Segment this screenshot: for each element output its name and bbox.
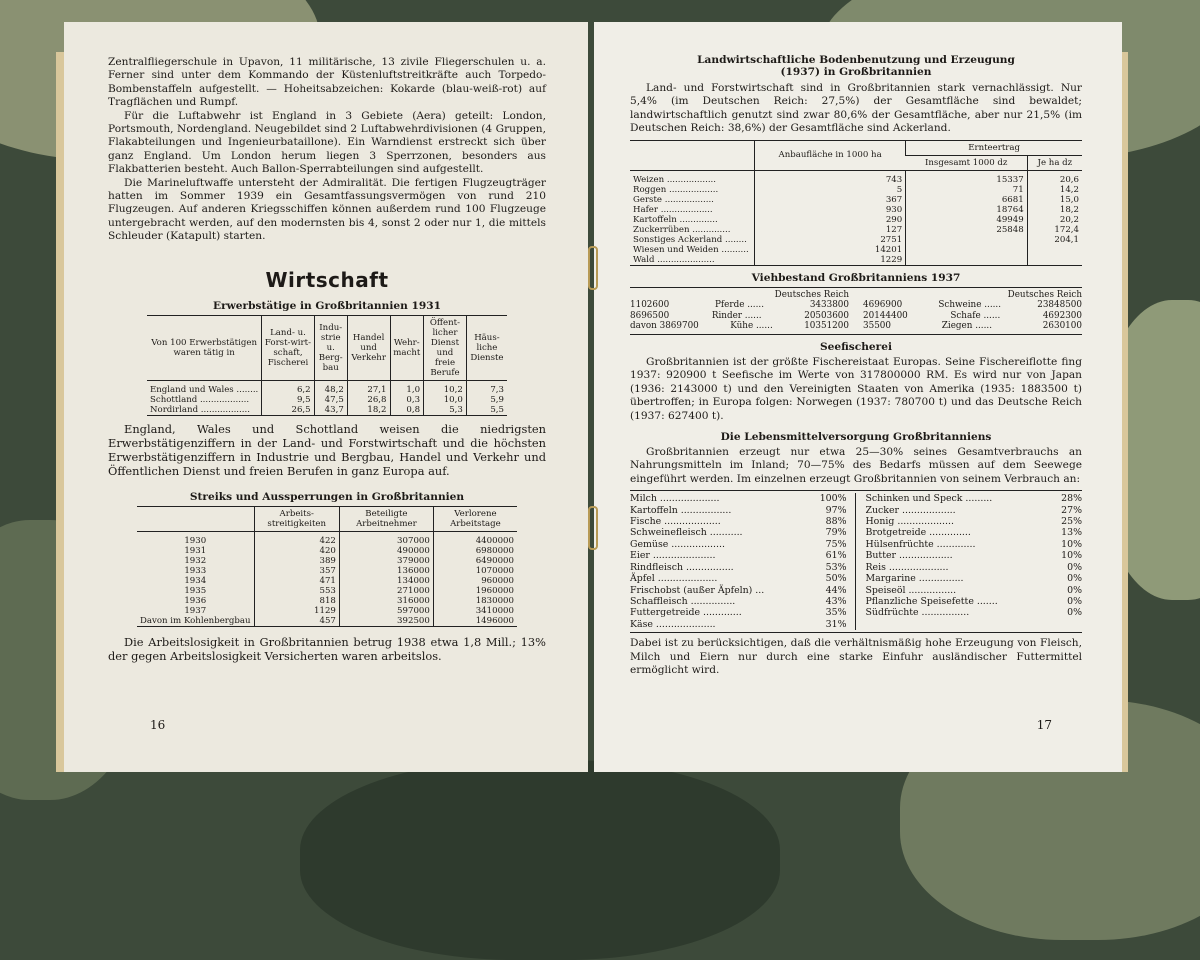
food-list-right: [866, 493, 1083, 630]
table-cell: 1830000: [433, 596, 517, 606]
value-cell: 2630100: [1042, 321, 1082, 332]
vieh-block: [630, 287, 1082, 335]
list-item: [863, 300, 1082, 311]
table-cell: 553: [254, 586, 339, 596]
column-header: Land- u. Forst-wirt-schaft, Fischerei: [262, 315, 314, 380]
table-cell: Nordirland ..................: [150, 404, 250, 415]
see-title: Seefischerei: [819, 341, 893, 353]
column-header: Von 100 Erwerbstätigen waren tätig in: [147, 315, 262, 380]
table-cell: 20,6: [1027, 170, 1082, 185]
lebens-paragraph: Großbritannien erzeugt nur etwa 25—30% seines Gesamtverbrauchs an Nahrungsmitteln im Inland; 70—75% des Bedarfs müssen auf dem Seewege eingeführt werden. Im einzelnen erzeugt Großbritannien von seinem Verbrauch an:: [630, 446, 1082, 485]
table-row: [147, 380, 507, 395]
food-value: 31%: [825, 618, 847, 630]
food-value: 61%: [825, 550, 847, 562]
intro-paragraph: Zentralfliegerschule in Upavon, 11 militärische, 13 zivile Fliegerschulen u. a. Ferner sind unter dem Kommando der Küstenluftstreitkräfte auch Torpedo-Bombenstaffeln aufgestellt. — Hoheitsabzeichen: Kokarde (blau-weiß-rot) auf Tragflächen und Rumpf.: [108, 56, 546, 109]
table-header-row: [147, 315, 507, 380]
table-cell: 6,2: [262, 380, 314, 395]
table-row: [630, 205, 1082, 215]
erwerb-paragraph: England, Wales und Schottland weisen die niedrigsten Erwerbstätigenziffern in der Land- und Forstwirtschaft und die höchsten Erwerbstätigenziffern in Industrie und Bergbau, Handel und Verkehr und Öffentlichen Dienst und freien Berufen in ganz Europa auf.: [108, 421, 546, 479]
arbeitslos-paragraph: Die Arbeitslosigkeit in Großbritannien betrug 1938 etwa 1,8 Mill.; 13% der gegen Arbeitslosigkeit Versicherten waren arbeitslos.: [108, 634, 546, 663]
table-cell: 1,0: [390, 380, 424, 395]
table-row: [147, 395, 507, 405]
table-cell: 6980000: [433, 546, 517, 556]
food-label: Käse ....................: [630, 618, 716, 630]
land-paragraph: Land- und Forstwirtschaft sind in Großbritannien stark vernachlässigt. Nur 5,4% (im Deutschen Reich: 27,5%) der Gesamtfläche sind bewaldet; landwirtschaftlich genutzt sind zwar 80,6% der Gesamtfläche, aber nur 21,5% (im Deutschen Reich: 38,6%) der Gesamtfläche sind Ackerland.: [630, 82, 1082, 135]
staple-bottom: [588, 506, 598, 550]
table-cell: 1937: [184, 605, 207, 616]
table-cell: 392500: [339, 616, 433, 627]
column-header: Handel und Verkehr: [347, 315, 390, 380]
value-cell: davon 3869700: [630, 321, 699, 332]
food-value: 0%: [1067, 573, 1082, 585]
table-cell: 420: [254, 546, 339, 556]
food-label: Hülsenfrüchte .............: [865, 538, 976, 550]
list-item: [630, 311, 849, 322]
table-header-row: [137, 506, 517, 531]
food-label: Speiseöl ................: [865, 584, 957, 596]
food-list-left: [630, 493, 856, 630]
crop-table: [630, 140, 1082, 266]
table-cell: 49949: [906, 215, 1028, 225]
table-cell: 5,9: [466, 395, 507, 405]
vieh-title: Viehbestand Großbritanniens 1937: [751, 271, 961, 284]
table-cell: 316000: [339, 596, 433, 606]
land-title: Landwirtschaftliche Bodenbenutzung und Erzeugung (1937) in Großbritannien: [697, 54, 1015, 78]
food-value: 43%: [825, 595, 847, 607]
food-label: Äpfel ....................: [630, 573, 718, 585]
streiks-table-title: Streiks und Aussperrungen in Großbritannien: [189, 490, 465, 503]
table-row: [137, 596, 517, 606]
table-cell: 15337: [906, 170, 1028, 185]
food-value: 25%: [1061, 516, 1082, 528]
column-header: Häus-liche Dienste: [466, 315, 507, 380]
table-cell: Hafer ...................: [633, 204, 713, 215]
list-item: [866, 596, 1083, 607]
table-cell: 1935: [184, 585, 207, 596]
value-cell: 35500: [863, 321, 891, 332]
table-cell: 18,2: [1027, 205, 1082, 215]
table-row: [137, 546, 517, 556]
see-paragraph: Großbritannien ist der größte Fischereistaat Europas. Seine Fischereiflotte fing 1937: 920900 t Seefische im Werte von 317800000 RM. Es wird nur von Japan (1936: 2143000 t) und den Vereinigten Staaten von Amerika (1935: 1883500 t) übertroffen; in Europa folgen: Norwegen (1937: 780700 t) und das Deutsche Reich (1937: 627400 t).: [630, 356, 1082, 422]
table-cell: 818: [254, 596, 339, 606]
food-label: Reis ....................: [865, 561, 949, 573]
table-cell: 5: [755, 185, 906, 195]
table-cell: 1932: [184, 555, 207, 566]
table-cell: 47,5: [314, 395, 347, 405]
page-number: 16: [150, 718, 166, 732]
table-cell: 18764: [906, 205, 1028, 215]
column-header: Insgesamt 1000 dz: [906, 155, 1028, 170]
table-row: [137, 566, 517, 576]
list-item: [630, 539, 847, 550]
food-label: Schaffleisch ...............: [630, 595, 736, 607]
column-header: Indu-strie u. Berg-bau: [314, 315, 347, 380]
table-cell: 2751: [755, 235, 906, 245]
table-row: [630, 255, 1082, 266]
food-label: Milch ....................: [630, 493, 720, 505]
label-cell: Schafe ......: [950, 310, 1001, 321]
table-cell: Sonstiges Ackerland ........: [633, 234, 747, 245]
table-cell: Wald .....................: [633, 254, 715, 265]
food-label: Honig ...................: [865, 516, 954, 528]
table-cell: 26,5: [262, 405, 314, 416]
list-item: [866, 550, 1083, 561]
table-row: [137, 556, 517, 566]
table-row: [630, 170, 1082, 185]
left-page: [64, 22, 588, 772]
table-cell: 1229: [755, 255, 906, 266]
food-value: 0%: [1067, 561, 1082, 573]
food-label: Pflanzliche Speisefette .......: [865, 595, 998, 607]
table-cell: 1936: [184, 595, 207, 606]
column-header: Arbeits-streitigkeiten: [254, 506, 339, 531]
table-cell: 743: [755, 170, 906, 185]
list-item: [863, 311, 1082, 322]
table-cell: 9,5: [262, 395, 314, 405]
column-header: Deutsches Reich: [1007, 289, 1082, 300]
page-number: 17: [1036, 718, 1052, 732]
label-cell: Ziegen ......: [941, 321, 992, 332]
label-cell: Rinder ......: [711, 310, 762, 321]
table-row: [630, 225, 1082, 235]
list-item: [630, 493, 847, 504]
food-value: 10%: [1061, 538, 1082, 550]
food-list: [630, 490, 1082, 633]
column-header: Beteiligte Arbeitnehmer: [339, 506, 433, 531]
table-cell: 43,7: [314, 405, 347, 416]
list-item: [630, 619, 847, 630]
table-cell: 48,2: [314, 380, 347, 395]
list-item: [866, 527, 1083, 538]
erwerb-table: [147, 315, 507, 416]
list-item: [630, 516, 847, 527]
table-cell: 1930: [184, 535, 207, 546]
table-cell: 1129: [254, 606, 339, 616]
list-item: [863, 321, 1082, 332]
table-cell: 172,4: [1027, 225, 1082, 235]
label-cell: Kühe ......: [730, 321, 773, 332]
list-item: [630, 550, 847, 561]
table-cell: 127: [755, 225, 906, 235]
table-cell: 6490000: [433, 556, 517, 566]
list-item: [866, 607, 1083, 618]
table-cell: 379000: [339, 556, 433, 566]
food-label: Kartoffeln .................: [630, 504, 732, 516]
vieh-column-header: [630, 290, 849, 301]
value-cell: 20503600: [804, 310, 849, 321]
food-label: Butter ..................: [865, 550, 953, 562]
list-item: [630, 527, 847, 538]
table-cell: 5,5: [466, 405, 507, 416]
list-item: [630, 562, 847, 573]
table-cell: 357: [254, 566, 339, 576]
list-item: [630, 596, 847, 607]
table-cell: Schottland ..................: [150, 394, 250, 405]
section-title: Wirtschaft: [265, 267, 389, 292]
list-item: [866, 493, 1083, 504]
table-row: [137, 576, 517, 586]
lebens-title: Die Lebensmittelversorgung Großbritanniens: [720, 431, 992, 444]
table-cell: 27,1: [347, 380, 390, 395]
food-value: 27%: [1061, 504, 1082, 516]
label-cell: Pferde ......: [715, 300, 764, 311]
list-item: [630, 300, 849, 311]
table-row: [137, 531, 517, 546]
food-label: Rindfleisch ................: [630, 561, 734, 573]
food-value: 28%: [1061, 493, 1082, 505]
column-header: Ernteertrag: [906, 140, 1082, 155]
camo-patch: [300, 760, 780, 960]
food-label: Schweinefleisch ...........: [630, 527, 743, 539]
table-row: [137, 586, 517, 596]
table-row: [630, 195, 1082, 205]
table-row: [137, 606, 517, 616]
vieh-right-column: [863, 290, 1082, 332]
column-header: Anbaufläche in 1000 ha: [755, 140, 906, 170]
value-cell: 23848500: [1037, 300, 1082, 311]
value-cell: 8696500: [630, 310, 670, 321]
list-item: [630, 607, 847, 618]
table-cell: 0,8: [390, 405, 424, 416]
table-cell: 7,3: [466, 380, 507, 395]
table-cell: 1496000: [433, 616, 517, 627]
food-value: 75%: [825, 538, 847, 550]
table-cell: 6681: [906, 195, 1028, 205]
food-value: 35%: [825, 607, 847, 619]
column-header: Verlorene Arbeitstage: [433, 506, 517, 531]
table-cell: Kartoffeln ..............: [633, 214, 718, 225]
table-cell: 5,3: [424, 405, 467, 416]
value-cell: 4692300: [1042, 310, 1082, 321]
table-cell: [906, 255, 1028, 266]
table-cell: Zuckerrüben ..............: [633, 224, 731, 235]
table-cell: 1960000: [433, 586, 517, 596]
table-cell: 290: [755, 215, 906, 225]
table-row: [137, 616, 517, 627]
table-cell: 457: [254, 616, 339, 627]
list-item: [630, 321, 849, 332]
table-cell: 1933: [184, 565, 207, 576]
table-cell: 1934: [184, 575, 207, 586]
table-cell: 930: [755, 205, 906, 215]
food-value: 97%: [825, 504, 847, 516]
erwerb-table-title: Erwerbstätige in Großbritannien 1931: [213, 299, 441, 312]
table-row: [630, 215, 1082, 225]
table-cell: 71: [906, 185, 1028, 195]
food-value: 88%: [825, 516, 847, 528]
table-row: [630, 185, 1082, 195]
food-value: 50%: [825, 573, 847, 585]
list-item: [866, 562, 1083, 573]
food-label: Brotgetreide ..............: [865, 527, 971, 539]
table-row: [630, 235, 1082, 245]
table-cell: 271000: [339, 586, 433, 596]
table-cell: Davon im Kohlenbergbau: [140, 615, 251, 626]
food-value: 100%: [819, 493, 847, 505]
intro-paragraph: Für die Luftabwehr ist England in 3 Gebiete (Aera) geteilt: London, Portsmouth, Nordengland. Neugebildet sind 2 Luftabwehrdivisionen (4 Gruppen, Flakabteilungen und Ingenieurbataillone). Ein Warndienst erstreckt sich über ganz England. Um London herum liegen 3 Sperrzonen, besonders aus Flakbatterien besteht. Auch Ballon-Sperrabteilungen sind aufgestellt.: [108, 109, 546, 176]
table-cell: 26,8: [347, 395, 390, 405]
food-label: Zucker ..................: [865, 504, 956, 516]
table-cell: Roggen ..................: [633, 184, 719, 195]
table-cell: 20,2: [1027, 215, 1082, 225]
table-cell: England und Wales ........: [150, 384, 259, 395]
table-cell: 18,2: [347, 405, 390, 416]
food-value: 53%: [825, 561, 847, 573]
table-cell: 367: [755, 195, 906, 205]
table-cell: 422: [254, 531, 339, 546]
food-value: 0%: [1067, 607, 1082, 619]
table-cell: 960000: [433, 576, 517, 586]
food-label: Gemüse ..................: [630, 538, 725, 550]
food-value: 13%: [1061, 527, 1082, 539]
column-header: Je ha dz: [1027, 155, 1082, 170]
list-item: [866, 539, 1083, 550]
table-cell: [1027, 245, 1082, 255]
column-header: Wehr-macht: [390, 315, 424, 380]
table-cell: 0,3: [390, 395, 424, 405]
value-cell: 20144400: [863, 310, 908, 321]
table-cell: Weizen ..................: [633, 174, 717, 185]
value-cell: 3433800: [809, 300, 849, 311]
table-cell: 597000: [339, 606, 433, 616]
staple-top: [588, 246, 598, 290]
column-header: [630, 140, 755, 170]
table-cell: 389: [254, 556, 339, 566]
table-cell: 136000: [339, 566, 433, 576]
vieh-left-column: [630, 290, 849, 332]
table-cell: 1931: [184, 545, 207, 556]
food-value: 44%: [825, 584, 847, 596]
table-cell: 25848: [906, 225, 1028, 235]
food-label: Frischobst (außer Äpfeln) ...: [630, 584, 765, 596]
list-item: [630, 505, 847, 516]
list-item: [630, 585, 847, 596]
table-cell: [906, 245, 1028, 255]
label-cell: Schweine ......: [938, 300, 1002, 311]
table-cell: 10,2: [424, 380, 467, 395]
food-value: 10%: [1061, 550, 1082, 562]
list-item: [630, 573, 847, 584]
list-item: [866, 505, 1083, 516]
food-value: 0%: [1067, 595, 1082, 607]
table-cell: 307000: [339, 531, 433, 546]
right-page: [594, 22, 1122, 772]
table-cell: 471: [254, 576, 339, 586]
value-cell: 4696900: [863, 300, 903, 311]
table-cell: 10,0: [424, 395, 467, 405]
food-label: Eier .....................: [630, 550, 716, 562]
table-cell: 14,2: [1027, 185, 1082, 195]
table-cell: 490000: [339, 546, 433, 556]
table-cell: Gerste ..................: [633, 194, 714, 205]
vieh-column-header: [863, 290, 1082, 301]
table-cell: 134000: [339, 576, 433, 586]
food-value: 0%: [1067, 584, 1082, 596]
table-cell: 14201: [755, 245, 906, 255]
list-item: [866, 573, 1083, 584]
table-cell: 15,0: [1027, 195, 1082, 205]
food-label: Fische ...................: [630, 516, 721, 528]
table-cell: [906, 235, 1028, 245]
open-booklet: [56, 22, 1132, 782]
table-row: [630, 245, 1082, 255]
table-cell: 3410000: [433, 606, 517, 616]
table-cell: [1027, 255, 1082, 266]
table-header-row: [630, 140, 1082, 155]
closing-paragraph: Dabei ist zu berücksichtigen, daß die verhältnismäßig hohe Erzeugung von Fleisch, Milch und Eiern nur durch eine starke Einfuhr ausländischer Futtermittel ermöglicht wird.: [630, 637, 1082, 676]
value-cell: 1102600: [630, 300, 670, 311]
streiks-table: [137, 506, 517, 627]
column-header: [137, 506, 254, 531]
food-label: Schinken und Speck .........: [865, 493, 993, 505]
table-cell: 1070000: [433, 566, 517, 576]
table-cell: 4400000: [433, 531, 517, 546]
table-cell: 204,1: [1027, 235, 1082, 245]
food-label: Futtergetreide .............: [630, 607, 742, 619]
column-header: Deutsches Reich: [774, 289, 849, 300]
food-label: Margarine ...............: [865, 573, 964, 585]
food-value: 79%: [825, 527, 847, 539]
value-cell: 10351200: [804, 321, 849, 332]
food-label: Südfrüchte ................: [865, 607, 970, 619]
column-header: Öffent-licher Dienst und freie Berufe: [424, 315, 467, 380]
table-row: [147, 405, 507, 416]
intro-paragraph: Die Marineluftwaffe untersteht der Admiralität. Die fertigen Flugzeugträger hatten im Sommer 1939 ein Gesamtfassungsvermögen von rund 210 Flugzeugen. Auf anderen Kriegsschiffen können außerdem rund 100 Flugzeuge untergebracht werden, auf den modernsten bis 4, sonst 2 oder nur 1, die mittels Schleuder (Katapult) starten.: [108, 176, 546, 243]
list-item: [866, 585, 1083, 596]
table-cell: Wiesen und Weiden ..........: [633, 244, 749, 255]
list-item: [866, 516, 1083, 527]
